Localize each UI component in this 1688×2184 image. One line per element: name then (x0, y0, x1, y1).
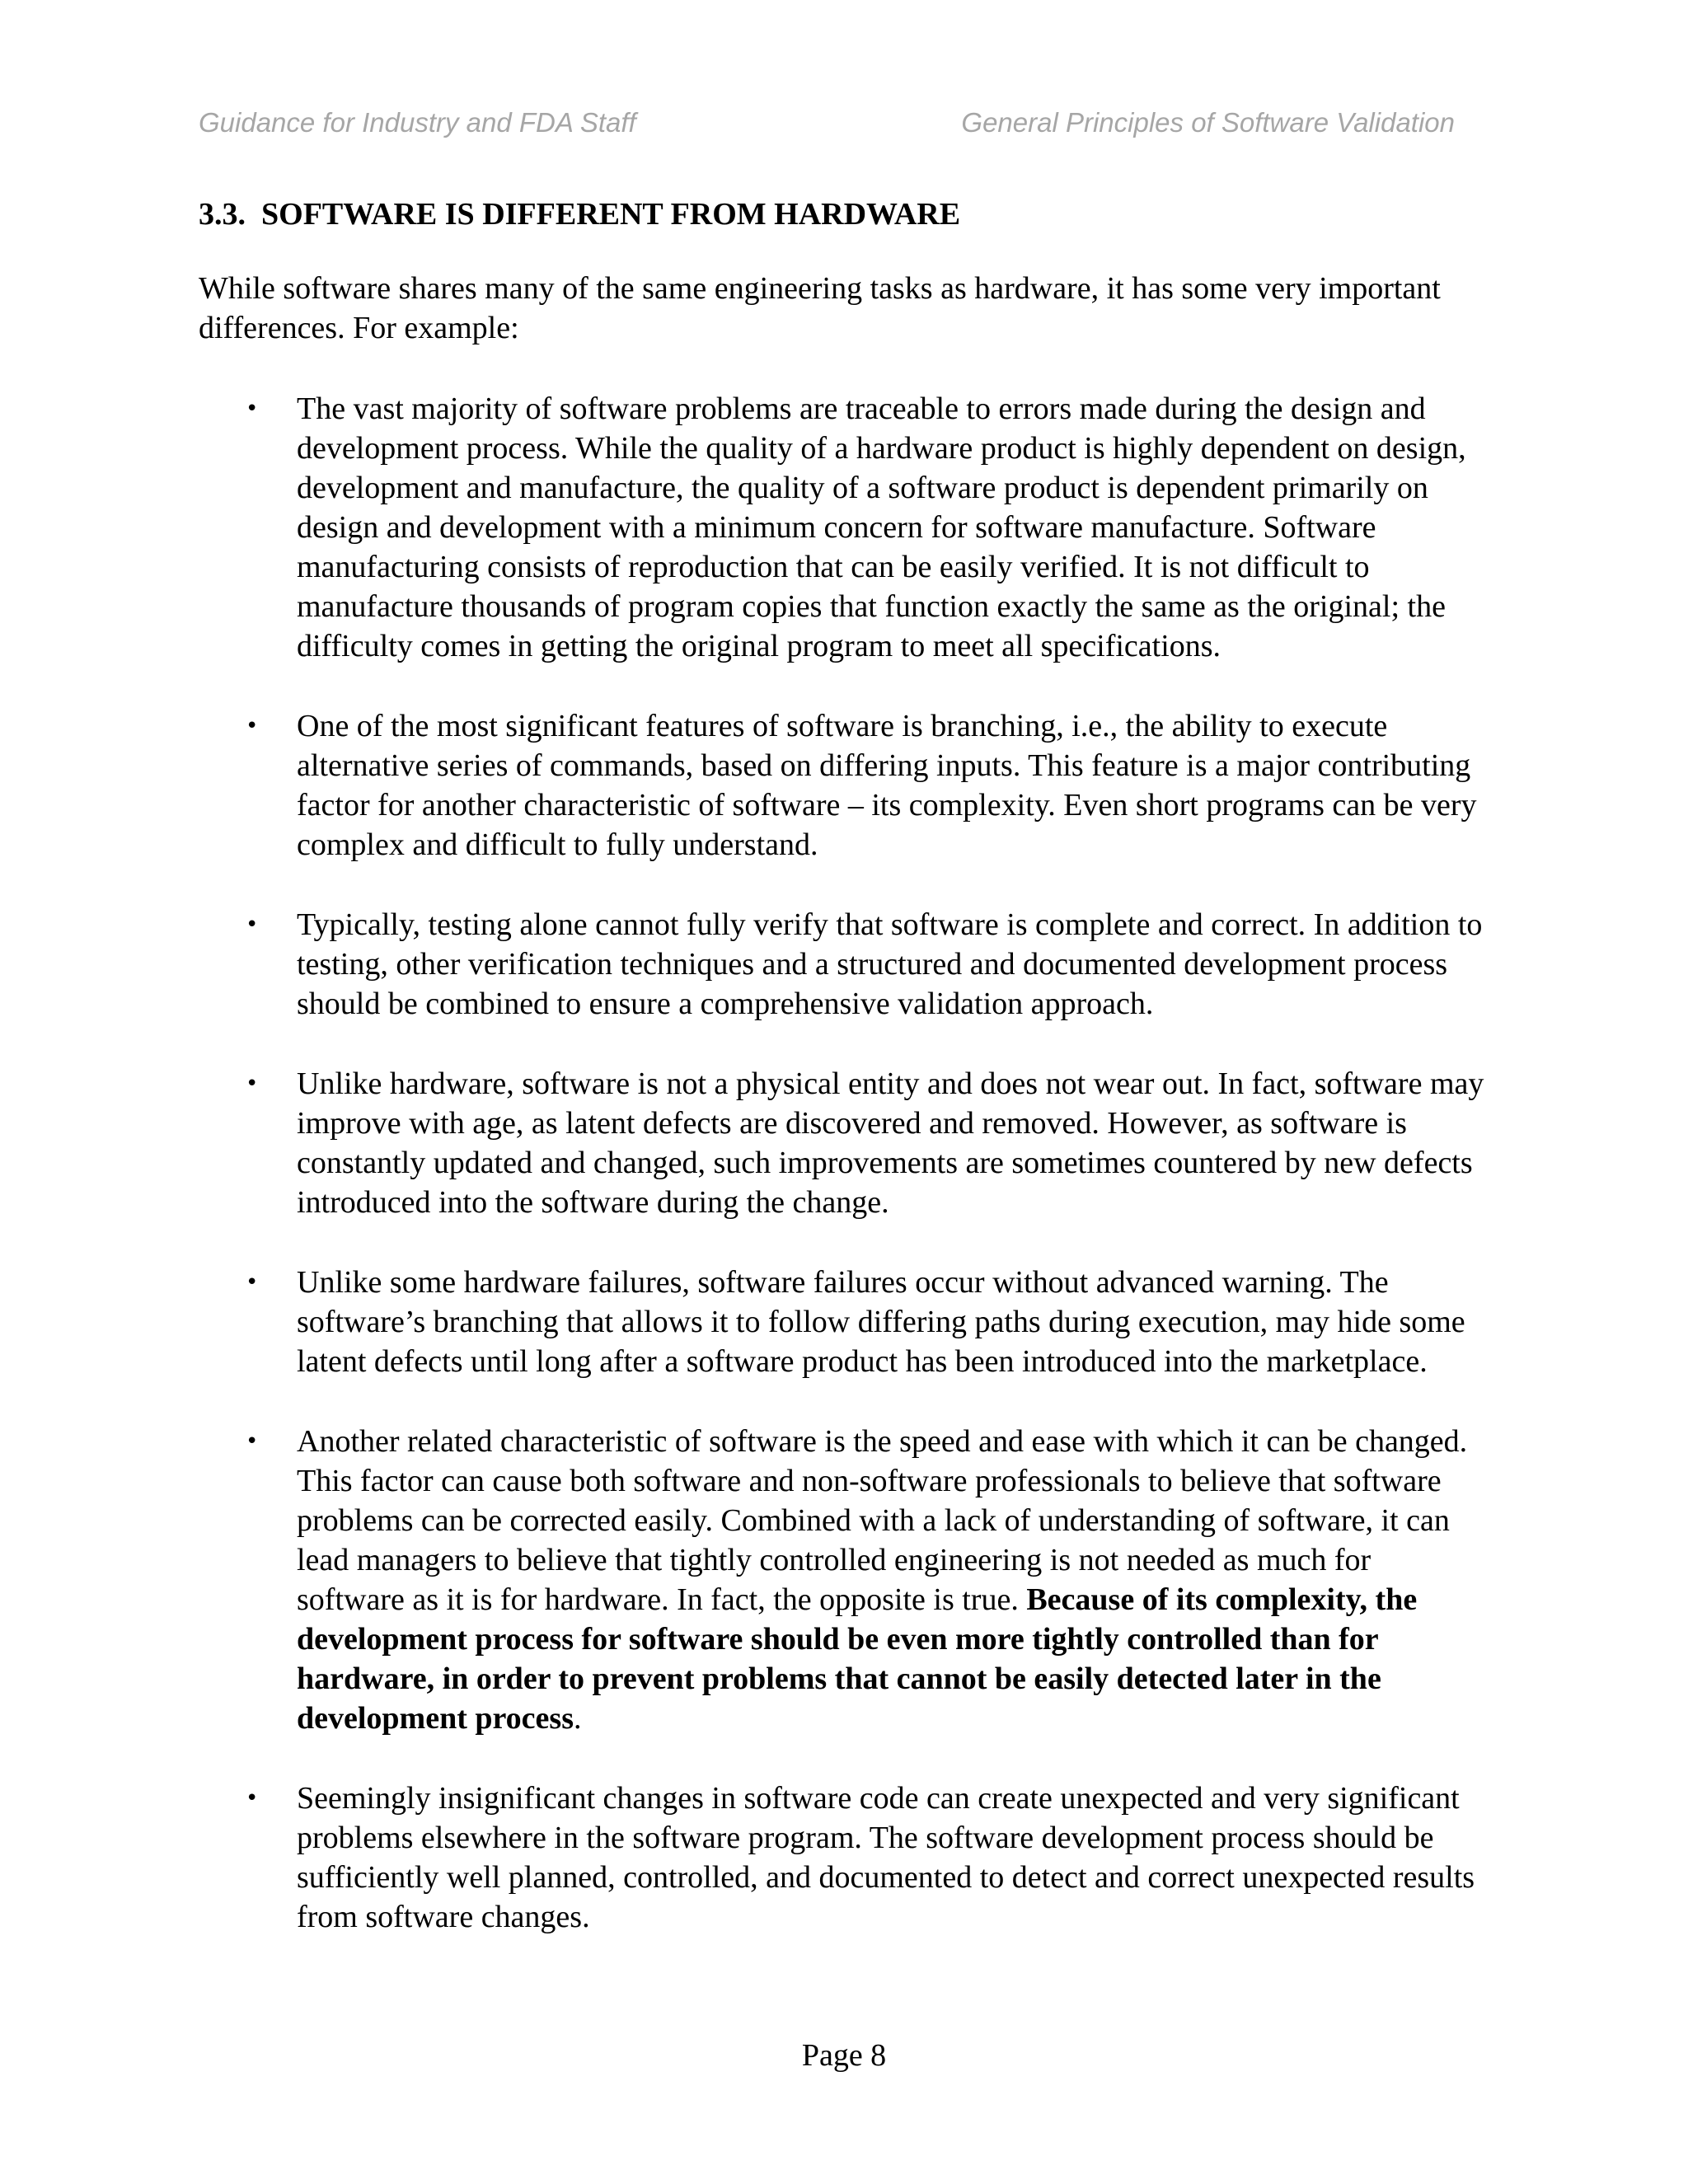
bullet-icon: • (246, 1429, 259, 1454)
section-title: 3.3. SOFTWARE IS DIFFERENT FROM HARDWARE (199, 197, 961, 232)
bullet-text: One of the most significant features of software is branching, i.e., the ability to execute alternative series of commands, based on differing inputs. This feature is a major contributing factor for another characteristic of software – its complexity. Even short programs can be very complex and difficult to fully understand. (297, 709, 1477, 862)
bullet-icon: • (246, 714, 259, 738)
bullet-icon: • (246, 1071, 259, 1096)
bullet-text: Typically, testing alone cannot fully verify that software is complete and correct. In addition to testing, other verification techniques and a structured and documented development process should be combined to ensure a comprehensive validation approach. (297, 907, 1483, 1021)
bullet-list (199, 389, 1484, 1937)
bullet-text: Another related characteristic of software is the speed and ease with which it can be changed. This factor can cause both software and non-software professionals to believe that software problems can be corrected easily. Combined with a lack of understanding of software, it can lead managers to believe that tightly controlled engineering is not needed as much for software as it is for hardware. In fact, the opposite is true. (297, 1424, 1468, 1617)
bullet-icon: • (246, 1270, 259, 1295)
bullet-text: Unlike hardware, software is not a physical entity and does not wear out. In fact, software may improve with age, as latent defects are discovered and removed. However, as software is constantly updated and changed, such improvements are sometimes countered by new defects introduced into the software during the change. (297, 1066, 1484, 1220)
bullet-item (199, 1263, 1484, 1381)
header-document-title: Guidance for Industry and FDA Staff (199, 107, 636, 138)
bullet-item (199, 905, 1484, 1024)
bullet-item (199, 1422, 1484, 1738)
bullet-item (199, 1779, 1484, 1937)
bullet-text: Seemingly insignificant changes in software code can create unexpected and very significant problems elsewhere in the software program. The software development process should be sufficiently well planned, controlled, and documented to detect and correct unexpected results from software changes. (297, 1781, 1475, 1934)
running-header (199, 107, 1455, 148)
bullet-emphasis: Because of its complexity, the development process for software should be even more tightly controlled than for hardware, in order to prevent problems that cannot be easily detected later in the development process (297, 1582, 1418, 1736)
bullet-tail: . (574, 1701, 582, 1736)
header-document-subtitle: General Principles of Software Validation (961, 107, 1455, 138)
bullet-item (199, 706, 1484, 865)
bullet-icon: • (246, 396, 259, 421)
page-number: Page 8 (801, 2038, 887, 2073)
bullet-text: Unlike some hardware failures, software failures occur without advanced warning. The software’s branching that allows it to follow differing paths during execution, may hide some latent defects until long after a software product has been introduced into the marketplace. (297, 1265, 1465, 1379)
intro-paragraph: While software shares many of the same engineering tasks as hardware, it has some very important differences. For example: (199, 271, 1441, 345)
bullet-icon: • (246, 1786, 259, 1811)
bullet-item (199, 1064, 1484, 1222)
bullet-text: The vast majority of software problems are traceable to errors made during the design and development process. While the quality of a hardware product is highly dependent on design, development and manufacture, the quality of a software product is dependent primarily on design and development with a minimum concern for software manufacture. Software manufacturing consists of reproduction that can be easily verified. It is not difficult to manufacture thousands of program copies that function exactly the same as the original; the difficulty comes in getting the original program to meet all specifications. (297, 391, 1466, 663)
bullet-icon: • (246, 912, 259, 937)
bullet-item (199, 389, 1484, 666)
page-content (199, 196, 1484, 1977)
